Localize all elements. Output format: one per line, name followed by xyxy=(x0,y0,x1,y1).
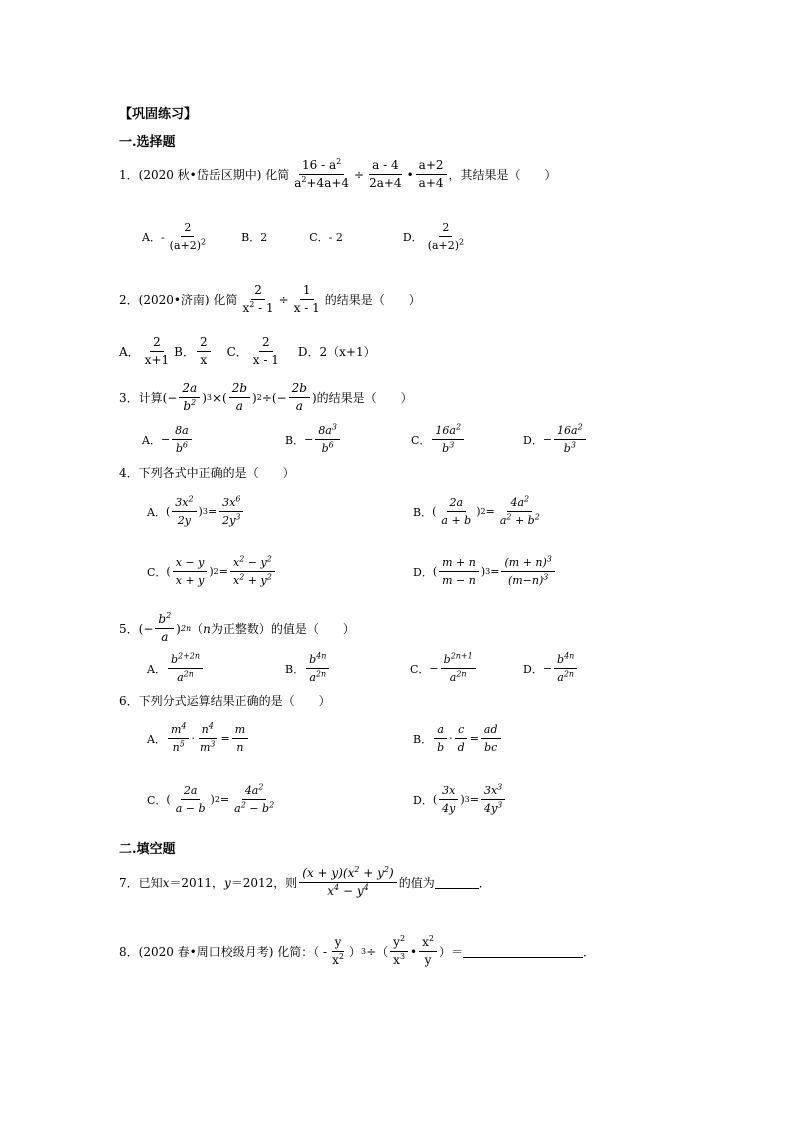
q5-option-d[interactable]: D． − $\frac{b^{4n}}{a^{2n}}$ xyxy=(523,652,579,685)
question-4: 4．下列各式中正确的是（ ） xyxy=(119,466,295,480)
q1-fraction-2: $\frac{a - 4}{2a+4}$ xyxy=(369,158,402,190)
question-2 xyxy=(119,283,421,316)
q5-condition: 为正整数）的值是（ ） xyxy=(210,622,355,636)
q2-option-a[interactable]: A． $\frac{2}{x+1}$ xyxy=(119,335,170,367)
q8-tail: ）＝ xyxy=(439,945,464,959)
q2-option-d[interactable]: D．2（x+1） xyxy=(297,345,376,359)
q5-paren: （ xyxy=(191,622,204,636)
q1-lead: 1．(2020 秋•岱岳区期中) 化简 xyxy=(119,168,290,182)
question-6: 6．下列分式运算结果正确的是（ ） xyxy=(119,694,331,708)
q8-divide: ÷（ xyxy=(366,945,389,959)
q4-option-b[interactable]: B． ( $\frac{2a}{a + b}$ ) 2 = $\frac{4a^2}{a^2 + b^2}$ xyxy=(413,494,540,527)
q3-options xyxy=(142,423,588,456)
q7-end: ． xyxy=(478,876,491,890)
q8-answer-blank[interactable] xyxy=(463,945,583,958)
q6-option-a[interactable]: A． $\frac{m^4}{n^5}$ · $\frac{n^4}{m^3}$ = $\frac{m}{n}$ xyxy=(147,722,250,755)
q3-expression: (− $\frac{2a}{b^2}$ ) 3 ×( $\frac{2b}{a}$ ) 2 ÷(− $\frac{2b}{a}$ ) xyxy=(162,381,317,413)
q1-fraction-1: $\frac{16 - a^2}{a^2+4a+4}$ xyxy=(294,157,350,190)
q5-lead: 5． xyxy=(119,622,139,636)
q6-option-b[interactable]: B． $\frac{a}{b}$ · $\frac{c}{d}$ = $\frac{ad}{bc}$ xyxy=(413,722,503,755)
question-1 xyxy=(119,158,557,191)
q6-option-c[interactable]: C． ( $\frac{2a}{a - b}$ ) 2 = $\frac{4a^2}{a^2 - b^2}$ xyxy=(147,782,275,815)
q6-option-d[interactable]: D． ( $\frac{3x}{4y}$ ) 3 = $\frac{3x^3}{4y^3}$ xyxy=(413,783,507,816)
q1-divide-sign: ÷ xyxy=(354,167,365,182)
question-7: 7．已知 x ＝2011， y ＝2012，则 $\frac{(x + y)(x^2 + y^2)}{x^4 - y^4}$ 的值为 ． xyxy=(119,865,491,898)
q7-lead: 7．已知 xyxy=(119,876,163,890)
q5-var-n: n xyxy=(203,621,211,636)
q1-tail: ，其结果是（ ） xyxy=(448,168,557,182)
q1-dot: • xyxy=(406,167,414,182)
q2-lead: 2．(2020•济南) 化简 xyxy=(119,293,238,307)
q8-lead: 8．(2020 春•周口校级月考) 化简：（ - xyxy=(119,945,328,959)
q3-option-d[interactable]: D． − $\frac{16a^2}{b^3}$ xyxy=(523,423,588,456)
q5-option-c[interactable]: C． − $\frac{b^{2n+1}}{a^{2n}}$ xyxy=(410,652,523,685)
q8-fraction-2: $\frac{y^2}{x^3}$ xyxy=(390,935,408,968)
q8-fraction-1: $\frac{y}{x^2}$ xyxy=(332,935,344,967)
q2-fraction-2: $\frac{1}{x - 1}$ xyxy=(293,283,320,315)
q3-option-a[interactable]: A． − $\frac{8a}{b^6}$ xyxy=(142,423,285,456)
q4-option-c[interactable]: C． ( $\frac{x - y}{x + y}$ ) 2 = $\frac{x^2 - y^2}{x^2 + y^2}$ xyxy=(147,555,277,588)
q8-end: ． xyxy=(583,945,596,959)
q3-lead: 3．计算 xyxy=(119,391,163,405)
q1-option-a[interactable]: A．- $\frac{2}{(a+2)^2}$ xyxy=(142,221,207,252)
q3-option-c[interactable]: C． $\frac{16a^2}{b^3}$ xyxy=(411,423,523,456)
section-heading-fill: 二.填空题 xyxy=(119,842,176,857)
q2-option-c[interactable]: C． $\frac{2}{x - 1}$ xyxy=(226,335,279,367)
q5-option-a[interactable]: A． $\frac{b^{2+2n}}{a^{2n}}$ xyxy=(147,652,285,685)
q2-option-b[interactable]: B． $\frac{2}{x}$ xyxy=(174,335,212,368)
q3-option-b[interactable]: B． − $\frac{8a^3}{b^6}$ xyxy=(285,423,411,456)
q1-fraction-3: $\frac{a+2}{a+4}$ xyxy=(416,158,447,191)
q3-tail: 的结果是（ ） xyxy=(316,391,413,405)
q4-option-a[interactable]: A． ( $\frac{3x^2}{2y}$ ) 3 = $\frac{3x^6}{2y^3}$ xyxy=(147,495,245,528)
q4-option-d[interactable]: D． ( $\frac{m + n}{m - n}$ ) 3 = $\frac{(m + n)^3}{(m-n)^3}$ xyxy=(413,555,557,588)
q5-option-b[interactable]: B． $\frac{b^{4n}}{a^{2n}}$ xyxy=(285,652,410,685)
q5-options xyxy=(147,652,579,685)
q7-y-value: ＝2012，则 xyxy=(230,876,298,890)
question-8: 8．(2020 春•周口校级月考) 化简：（ - $\frac{y}{x^2}$ ） 3 ÷（ $\frac{y^2}{x^3}$ • $\frac{x^2}{y}$ ）＝ ． xyxy=(119,934,596,967)
q8-close-paren: ） xyxy=(349,945,362,959)
q1-option-b[interactable]: B．2 xyxy=(241,230,268,244)
q2-options xyxy=(119,335,376,368)
question-5: 5． (− $\frac{b^2}{a}$ ) 2n （ n 为正整数）的值是（ ） xyxy=(119,611,355,644)
section-heading-choice: 一.选择题 xyxy=(119,135,176,150)
q1-option-c[interactable]: C．- 2 xyxy=(309,230,343,244)
q2-divide-sign: ÷ xyxy=(278,292,289,307)
q8-fraction-3: $\frac{x^2}{y}$ xyxy=(419,935,437,968)
q2-tail: 的结果是（ ） xyxy=(324,293,421,307)
section-heading-practice: 【巩固练习】 xyxy=(119,107,198,122)
q7-fraction: $\frac{(x + y)(x^2 + y^2)}{x^4 - y^4}$ xyxy=(299,866,396,899)
q1-options xyxy=(142,220,469,253)
q2-fraction-1: $\frac{2}{x^2 - 1}$ xyxy=(242,283,274,315)
q1-option-d[interactable]: D． $\frac{2}{(a+2)^2}$ xyxy=(402,221,465,252)
q7-answer-blank[interactable] xyxy=(435,876,479,889)
q7-tail: 的值为 xyxy=(398,876,435,890)
q7-x-value: ＝2011， xyxy=(169,876,224,890)
question-3 xyxy=(119,381,413,414)
q8-dot: • xyxy=(410,944,418,959)
